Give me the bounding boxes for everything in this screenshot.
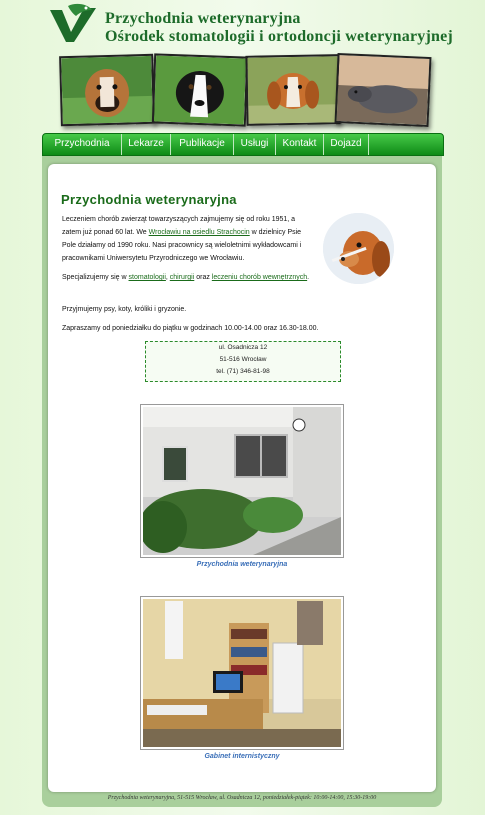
surgery-link[interactable]: chirurgii (169, 274, 195, 281)
spec-text-a: Specjalizujemy się w (62, 274, 129, 281)
dog-with-toothbrush-image (323, 213, 394, 284)
spec-end: . (307, 274, 310, 281)
clinic-building-photo (140, 404, 344, 558)
address-phone: tel. (71) 346-81-98 (216, 368, 270, 375)
photo-greyhound (335, 53, 432, 127)
nav-item-uslugi[interactable]: Usługi (234, 134, 276, 155)
hours-paragraph: Zapraszamy od poniedziałku do piątku w godzinach 10.00-14.00 oraz 16.30-18.00. (62, 325, 319, 332)
header (0, 0, 485, 132)
photo-boxer (59, 54, 155, 126)
site-title: Przychodnia weterynaryjna (105, 10, 301, 27)
nav-item-przychodnia[interactable]: Przychodnia (43, 134, 122, 155)
intro-text-b: w dzielnicy Psie Pole działamy od 1990 roku. Nasi pracownicy są wieloletnimi wykładowcami i pracownikami Uniwersytetu Przyrodniczego we Wrocławiu. (62, 229, 302, 262)
spec-sep1: , (165, 274, 170, 281)
address-box (145, 341, 341, 382)
spec-sep2: oraz (194, 274, 212, 281)
photo-spaniel (245, 54, 340, 126)
animals-paragraph: Przyjmujemy psy, koty, króliki i gryzonie. (62, 306, 187, 313)
address-street: ul. Osadnicza 12 (218, 344, 268, 351)
nav-item-dojazd[interactable]: Dojazd (324, 134, 369, 155)
logo-dog-icon[interactable] (46, 2, 104, 52)
intro-paragraph (62, 213, 312, 265)
site-subtitle: Ośrodek stomatologii i ortodoncji weterynaryjnej (105, 28, 453, 45)
specialization-paragraph (62, 271, 312, 284)
nav-item-lekarze[interactable]: Lekarze (122, 134, 171, 155)
photo-collie (152, 53, 248, 126)
nav-item-kontakt[interactable]: Kontakt (276, 134, 324, 155)
location-link[interactable]: Wrocławiu na osiedlu Strachocin (148, 229, 250, 236)
address-city: 51-516 Wrocław (219, 356, 267, 363)
page-title: Przychodnia weterynaryjna (61, 192, 237, 207)
main-nav (42, 133, 444, 156)
footer-text: Przychodnia weterynaryjna, 51-515 Wrocław, ul. Osadnicza 12, poniedziałek-piątek: 10:00-14:00, 15:30-19:00 (107, 795, 377, 801)
nav-item-publikacje[interactable]: Publikacje (171, 134, 234, 155)
office-photo (140, 596, 344, 750)
caption-office: Gabinet internistyczny (204, 753, 280, 760)
caption-clinic: Przychodnia weterynaryjna (196, 561, 288, 568)
stomatology-link[interactable]: stomatologii (128, 274, 166, 281)
internal-medicine-link[interactable]: leczeniu chorób wewnętrznych (211, 274, 308, 281)
intro-text-a: Leczeniem chorób zwierząt towarzyszących zajmujemy się od roku 1951, a zatem już ponad 60 lat. We (62, 216, 296, 236)
